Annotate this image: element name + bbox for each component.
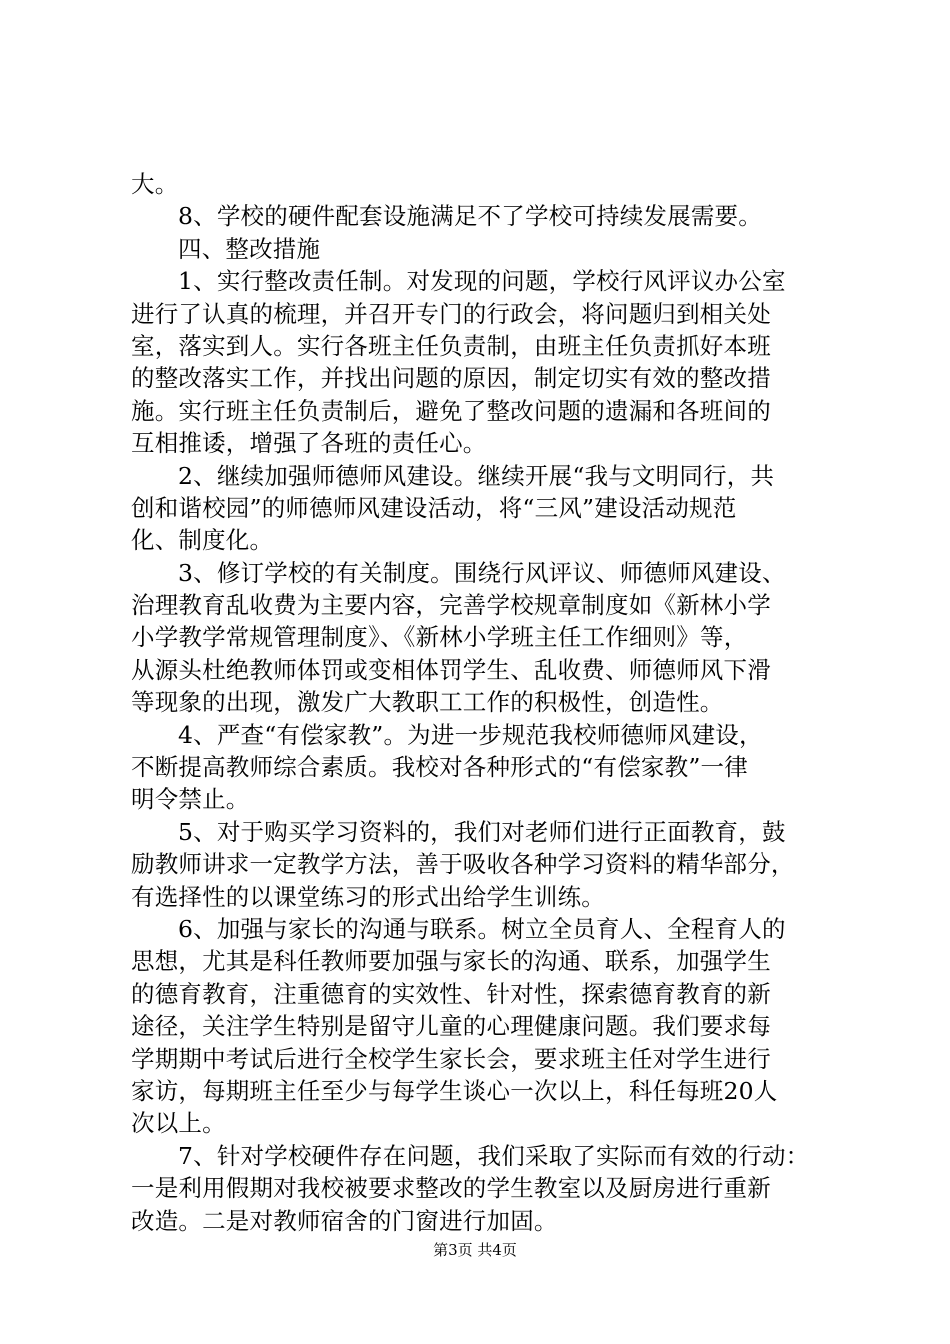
text-line: 不断提高教师综合素质。我校对各种形式的“有偿家教”一律	[131, 753, 748, 782]
text-line: 等现象的出现，激发广大教职工工作的积极性，创造性。	[131, 688, 724, 717]
text-line: 进行了认真的梳理，并召开专门的行政会，将问题归到相关处	[131, 299, 771, 328]
text-line: 3、修订学校的有关制度。围绕行风评议、师德师风建设、	[178, 558, 786, 587]
text-line: 次以上。	[131, 1109, 226, 1138]
text-line: 8、学校的硬件配套设施满足不了学校可持续发展需要。	[178, 202, 762, 231]
text-line: 从源头杜绝教师体罚或变相体罚学生、乱收费、师德师风下滑	[131, 655, 771, 684]
text-line: 6、加强与家长的沟通与联系。树立全员育人、全程育人的	[178, 914, 786, 943]
text-line: 治理教育乱收费为主要内容，完善学校规章制度如《新林小学	[131, 591, 771, 620]
text-line: 化、制度化。	[131, 526, 274, 555]
text-line: 励教师讲求一定教学方法，善于吸收各种学习资料的精华部分，	[131, 850, 795, 879]
text-line: 2、继续加强师德师风建设。继续开展“我与文明同行，共	[178, 461, 775, 490]
text-line: 一是利用假期对我校被要求整改的学生教室以及厨房进行重新	[131, 1174, 771, 1203]
text-line: 互相推诿，增强了各班的责任心。	[131, 429, 487, 458]
text-line: 施。实行班主任负责制后，避免了整改问题的遗漏和各班间的	[131, 396, 771, 425]
text-line: 的德育教育，注重德育的实效性、针对性，探索德育教育的新	[131, 979, 771, 1008]
page-footer: 第3页 共4页	[433, 1241, 517, 1259]
text-line: 改造。二是对教师宿舍的门窗进行加固。	[131, 1206, 558, 1235]
text-line: 4、严查“有偿家教”。为进一步规范我校师德师风建设，	[178, 720, 763, 749]
text-line: 明令禁止。	[131, 785, 250, 814]
document-body	[131, 168, 831, 1237]
text-line: 的整改落实工作，并找出问题的原因，制定切实有效的整改措	[131, 364, 771, 393]
text-line: 四、整改措施	[178, 234, 321, 263]
text-line: 室，落实到人。实行各班主任负责制，由班主任负责抓好本班	[131, 331, 771, 360]
text-line: 大。	[131, 170, 179, 198]
text-line: 1、实行整改责任制。对发现的问题，学校行风评议办公室	[178, 267, 786, 296]
text-line: 学期期中考试后进行全校学生家长会，要求班主任对学生进行	[131, 1044, 771, 1073]
text-line: 有选择性的以课堂练习的形式出给学生训练。	[131, 882, 605, 911]
text-line: 小学教学常规管理制度》、《新林小学班主任工作细则》等，	[131, 623, 748, 652]
text-line: 5、对于购买学习资料的，我们对老师们进行正面教育，鼓	[178, 817, 786, 846]
text-line: 思想，尤其是科任教师要加强与家长的沟通、联系，加强学生	[131, 947, 771, 976]
text-line: 7、针对学校硬件存在问题，我们采取了实际而有效的行动：	[178, 1141, 810, 1170]
text-line: 家访，每期班主任至少与每学生谈心一次以上，科任每班20人	[131, 1076, 778, 1105]
text-line: 途径，关注学生特别是留守儿童的心理健康问题。我们要求每	[131, 1012, 771, 1041]
text-line: 创和谐校园”的师德师风建设活动，将“三风”建设活动规范	[131, 493, 737, 522]
